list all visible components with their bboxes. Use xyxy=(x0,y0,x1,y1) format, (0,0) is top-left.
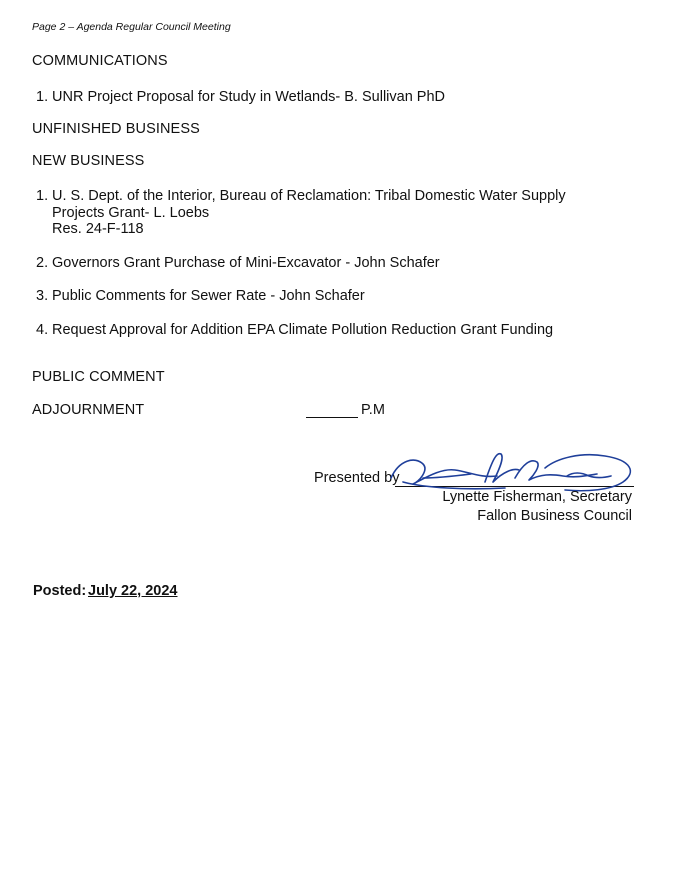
adjournment-time-blank xyxy=(306,417,358,418)
signatory-organization: Fallon Business Council xyxy=(477,508,632,524)
public-comment-heading: PUBLIC COMMENT xyxy=(32,369,165,385)
adjournment-time-suffix: P.M xyxy=(361,402,385,418)
signatory-name: Lynette Fisherman, Secretary xyxy=(442,489,632,505)
adjournment-heading: ADJOURNMENT xyxy=(32,402,145,418)
new-business-item-2-text: Governors Grant Purchase of Mini-Excavator - John Schafer xyxy=(52,255,440,271)
communications-item-1-number: 1. xyxy=(36,89,49,105)
new-business-item-4-text: Request Approval for Addition EPA Climate Pollution Reduction Grant Funding xyxy=(52,322,554,338)
new-business-item-3-number: 3. xyxy=(36,288,49,304)
communications-item-1-text: UNR Project Proposal for Study in Wetlands- B. Sullivan PhD xyxy=(52,89,446,105)
unfinished-business-heading: UNFINISHED BUSINESS xyxy=(32,121,200,137)
posted-date: July 22, 2024 xyxy=(88,583,178,599)
new-business-heading: NEW BUSINESS xyxy=(32,153,145,169)
communications-heading: COMMUNICATIONS xyxy=(32,53,168,69)
new-business-item-4-number: 4. xyxy=(36,322,49,338)
posted-label: Posted: xyxy=(33,583,87,599)
new-business-item-3-text: Public Comments for Sewer Rate - John Schafer xyxy=(52,288,365,304)
new-business-item-2-number: 2. xyxy=(36,255,49,271)
page-header: Page 2 – Agenda Regular Council Meeting xyxy=(32,21,231,33)
new-business-item-1-number: 1. xyxy=(36,188,49,204)
new-business-item-1-line-3: Res. 24-F-118 xyxy=(52,221,144,237)
new-business-item-1-line-1: U. S. Dept. of the Interior, Bureau of Reclamation: Tribal Domestic Water Supply xyxy=(52,188,566,204)
presented-by-label: Presented by xyxy=(314,470,400,486)
new-business-item-1-line-2: Projects Grant- L. Loebs xyxy=(52,205,210,221)
